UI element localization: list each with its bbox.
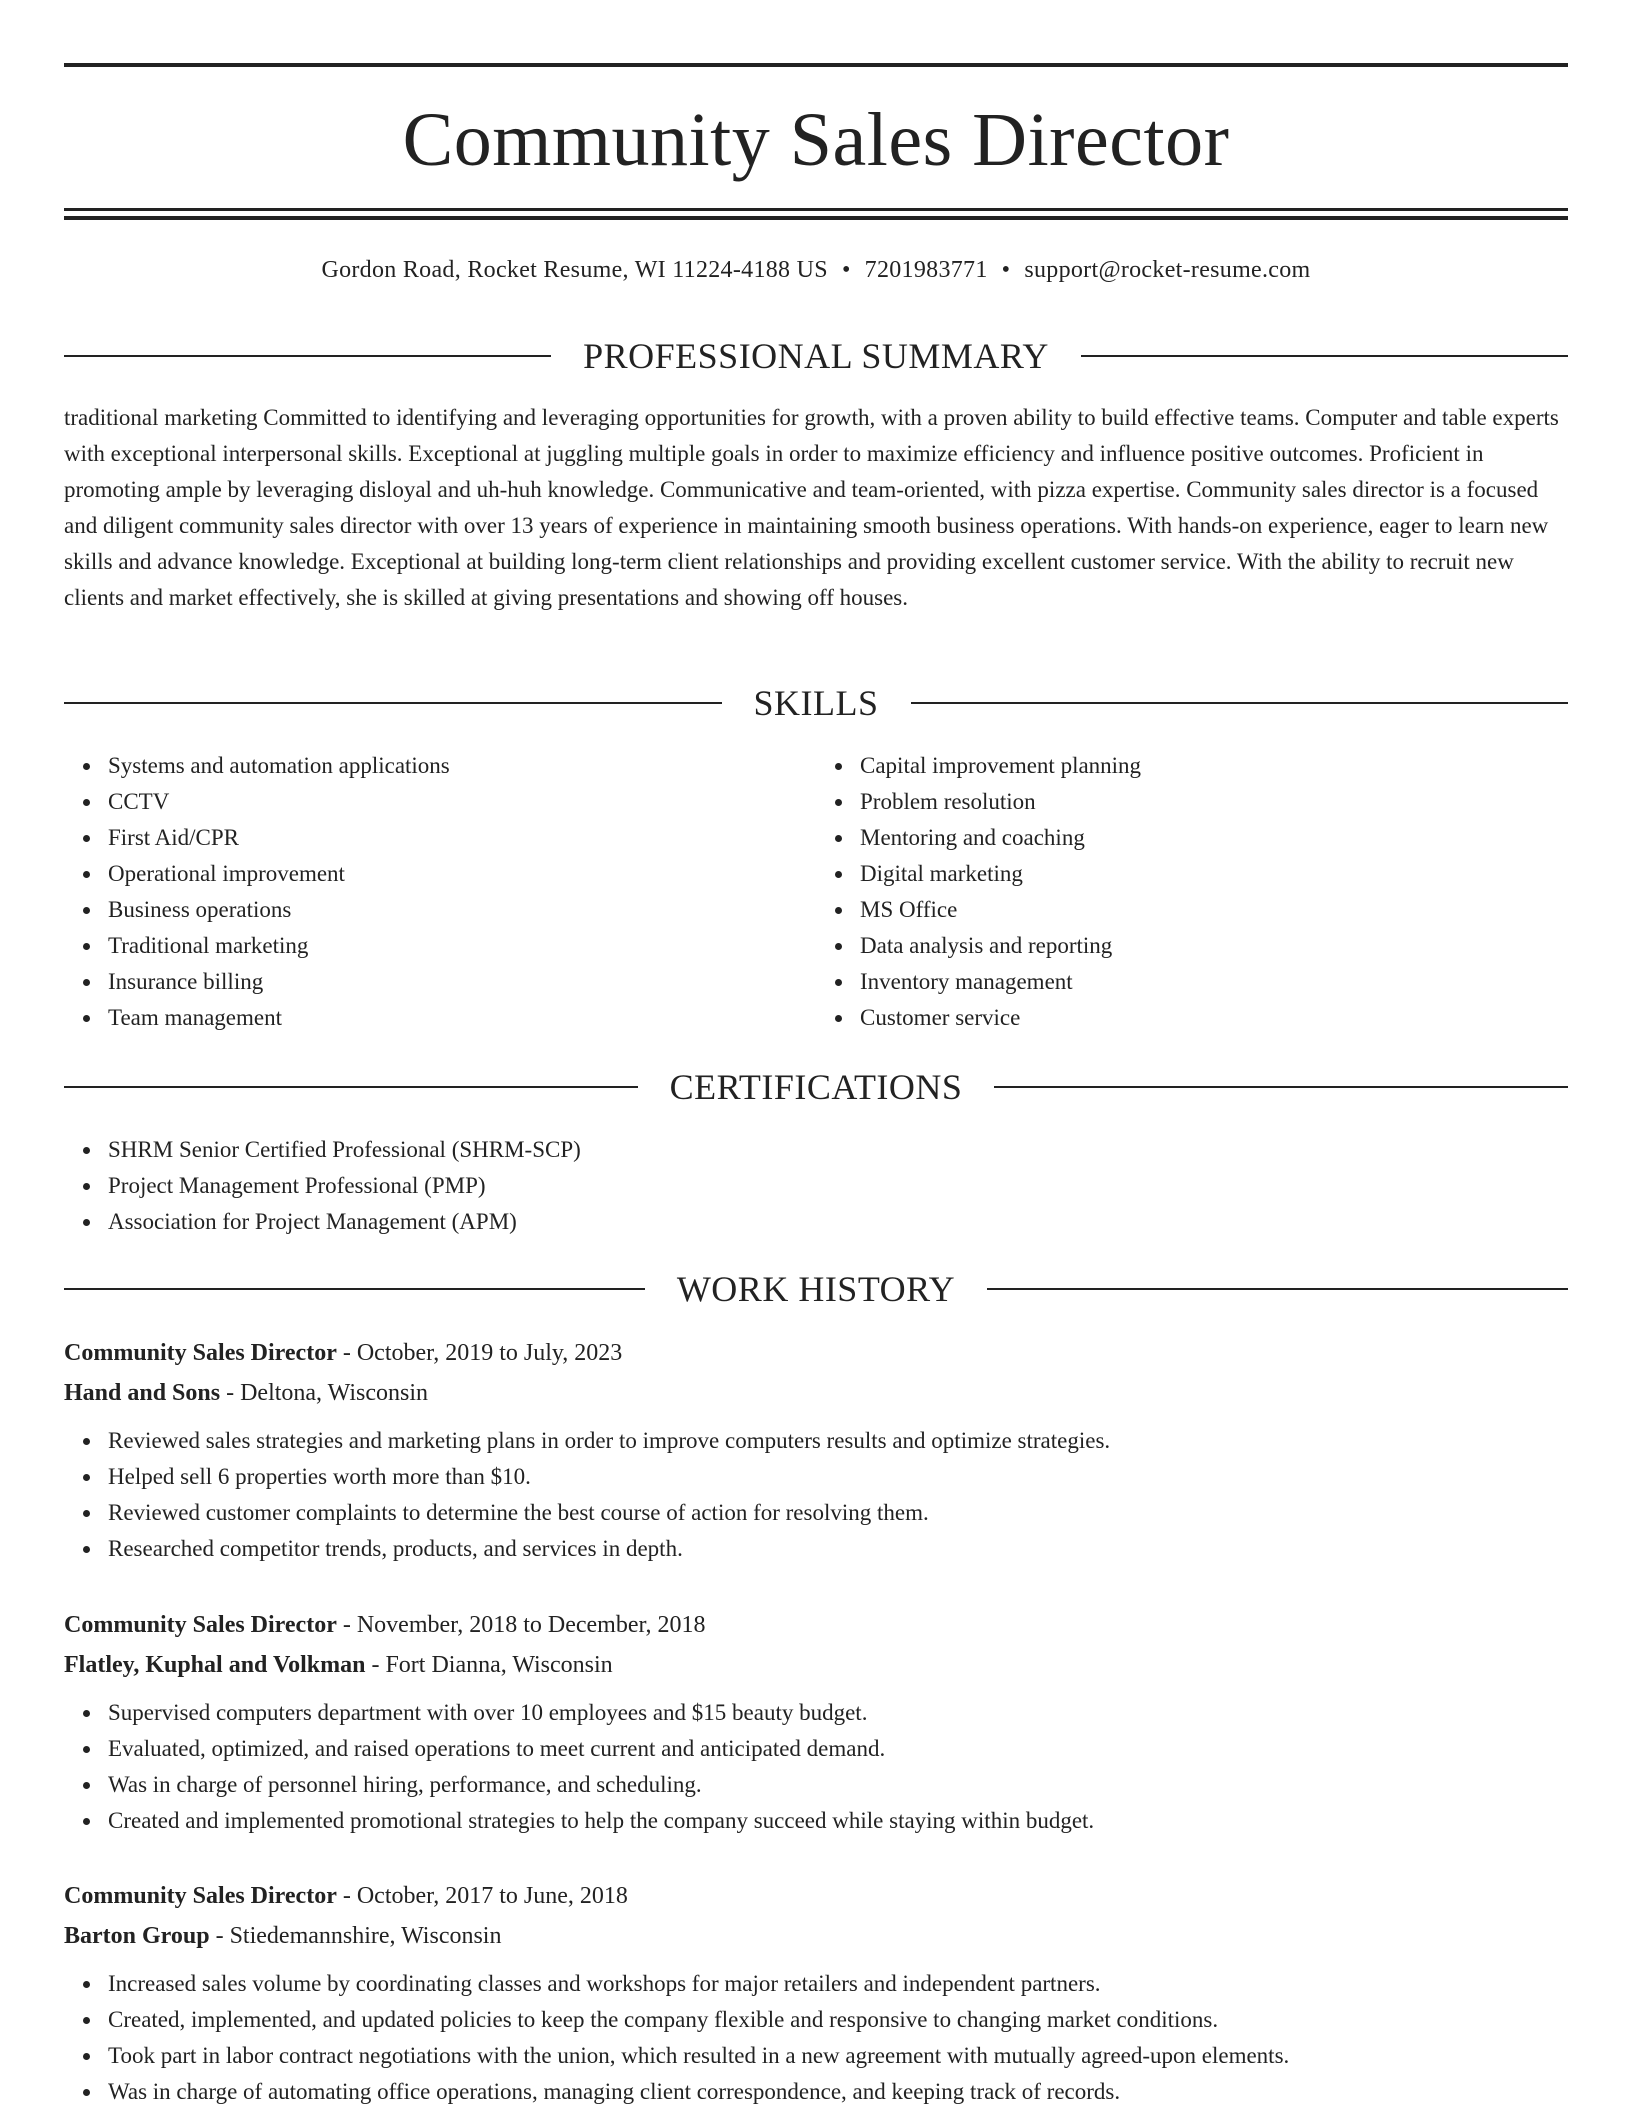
job-location: - Stiedemannshire, Wisconsin [209,1923,502,1949]
contact-phone: 7201983771 [864,257,988,283]
contact-email: support@rocket-resume.com [1024,257,1311,283]
skill-item: MS Office [860,892,1568,928]
skill-item: Team management [108,1000,816,1036]
certifications-items [64,1132,1568,1240]
job-bullet: Took part in labor contract negotiations with the union, which resulted in a new agreement with mutually agreed-upon elements. [108,2038,1568,2074]
heading-rule-left [64,702,722,704]
job-company: Hand and Sons [64,1380,221,1406]
section-title: SKILLS [753,683,879,723]
skill-item: Operational improvement [108,856,816,892]
job-title-line [64,1876,1568,1916]
job-location: - Fort Dianna, Wisconsin [365,1652,613,1678]
job-bullet: Reviewed sales strategies and marketing plans in order to improve computers results and optimize strategies. [108,1423,1568,1459]
skills-list [64,748,1568,1036]
heading-rule-right [1081,355,1568,357]
contact-line [64,254,1568,286]
job-title: Community Sales Director [64,1883,337,1909]
job-bullet: Increased sales volume by coordinating classes and workshops for major retailers and independent partners. [108,1966,1568,2002]
skill-item: CCTV [108,784,816,820]
summary-text: traditional marketing Committed to identifying and leveraging opportunities for growth, with a proven ability to build effective teams. Computer and table experts with exceptional interpersonal skills. Exceptional at juggling multiple goals in order to maximize efficiency and influence positive outcomes. Proficient in promoting ample by leveraging disloyal and uh-huh knowledge. Communicative and team-oriented, with pizza expertise. Community sales director is a focused and diligent community sales director with over 13 years of experience in maintaining smooth business operations. With hands-on experience, eager to learn new skills and advance knowledge. Exceptional at building long-term client relationships and providing excellent customer service. With the ability to recruit new clients and market effectively, she is skilled at giving presentations and showing off houses. [64,405,1559,610]
title-rule-lower [64,216,1568,220]
job-entry [64,1605,1568,1839]
job-bullet: Evaluated, optimized, and raised operations to meet current and anticipated demand. [108,1731,1568,1767]
job-bullets [64,1423,1568,1567]
skill-item: Systems and automation applications [108,748,816,784]
section-title: CERTIFICATIONS [669,1067,963,1107]
skill-item: Traditional marketing [108,928,816,964]
skill-item: Problem resolution [860,784,1568,820]
section-heading-summary [64,334,1568,378]
section-title: PROFESSIONAL SUMMARY [583,336,1049,376]
certification-item: SHRM Senior Certified Professional (SHRM-SCP) [108,1132,1568,1168]
skill-item: Mentoring and coaching [860,820,1568,856]
heading-rule-right [994,1086,1568,1088]
job-title-line [64,1333,1568,1373]
job-bullet: Created and implemented promotional strategies to help the company succeed while staying within budget. [108,1803,1568,1839]
skill-item: Digital marketing [860,856,1568,892]
job-dates: - October, 2017 to June, 2018 [336,1883,628,1909]
job-bullet: Reviewed customer complaints to determine the best course of action for resolving them. [108,1495,1568,1531]
heading-rule-left [64,1086,638,1088]
job-title: Community Sales Director [64,1340,337,1366]
job-dates: - October, 2019 to July, 2023 [336,1340,623,1366]
certifications-list [64,1132,1568,1240]
job-title-line [64,1605,1568,1645]
contact-address: Gordon Road, Rocket Resume, WI 11224-4188 US [321,257,828,283]
heading-rule-right [987,1288,1568,1290]
skill-item: Inventory management [860,964,1568,1000]
job-bullet: Created, implemented, and updated policies to keep the company flexible and responsive to changing market conditions. [108,2002,1568,2038]
contact-separator: • [841,257,851,283]
job-title: Community Sales Director [64,1612,337,1638]
job-bullets [64,1695,1568,1839]
skills-column-right [816,748,1568,1036]
certification-item: Project Management Professional (PMP) [108,1168,1568,1204]
section-heading-certifications [64,1065,1568,1109]
job-entry [64,1333,1568,1567]
job-company-line [64,1373,1568,1413]
job-location: - Deltona, Wisconsin [220,1380,428,1406]
job-bullet: Researched competitor trends, products, and services in depth. [108,1531,1568,1567]
heading-rule-right [911,702,1569,704]
job-company: Flatley, Kuphal and Volkman [64,1652,366,1678]
job-bullet: Was in charge of personnel hiring, performance, and scheduling. [108,1767,1568,1803]
page-title: Community Sales Director [402,98,1230,182]
job-company-line [64,1916,1568,1956]
job-bullets [64,1966,1568,2110]
job-entry [64,1876,1568,2110]
job-bullet: Helped sell 6 properties worth more than $10. [108,1459,1568,1495]
job-dates: - November, 2018 to December, 2018 [336,1612,706,1638]
skill-item: Business operations [108,892,816,928]
skill-item: Customer service [860,1000,1568,1036]
job-company: Barton Group [64,1923,210,1949]
job-bullet: Was in charge of automating office operations, managing client correspondence, and keeping track of records. [108,2074,1568,2110]
skill-item: Data analysis and reporting [860,928,1568,964]
skill-item: First Aid/CPR [108,820,816,856]
skill-item: Insurance billing [108,964,816,1000]
title-rule-upper [64,208,1568,211]
section-heading-work-history [64,1267,1568,1311]
section-title: WORK HISTORY [676,1269,956,1309]
job-bullet: Supervised computers department with over 10 employees and $15 beauty budget. [108,1695,1568,1731]
heading-rule-left [64,1288,645,1290]
job-company-line [64,1645,1568,1685]
skills-column-left [64,748,816,1036]
contact-separator: • [1001,257,1011,283]
heading-rule-left [64,355,551,357]
skill-item: Capital improvement planning [860,748,1568,784]
section-heading-skills [64,681,1568,725]
certification-item: Association for Project Management (APM) [108,1204,1568,1240]
top-rule [64,63,1568,67]
